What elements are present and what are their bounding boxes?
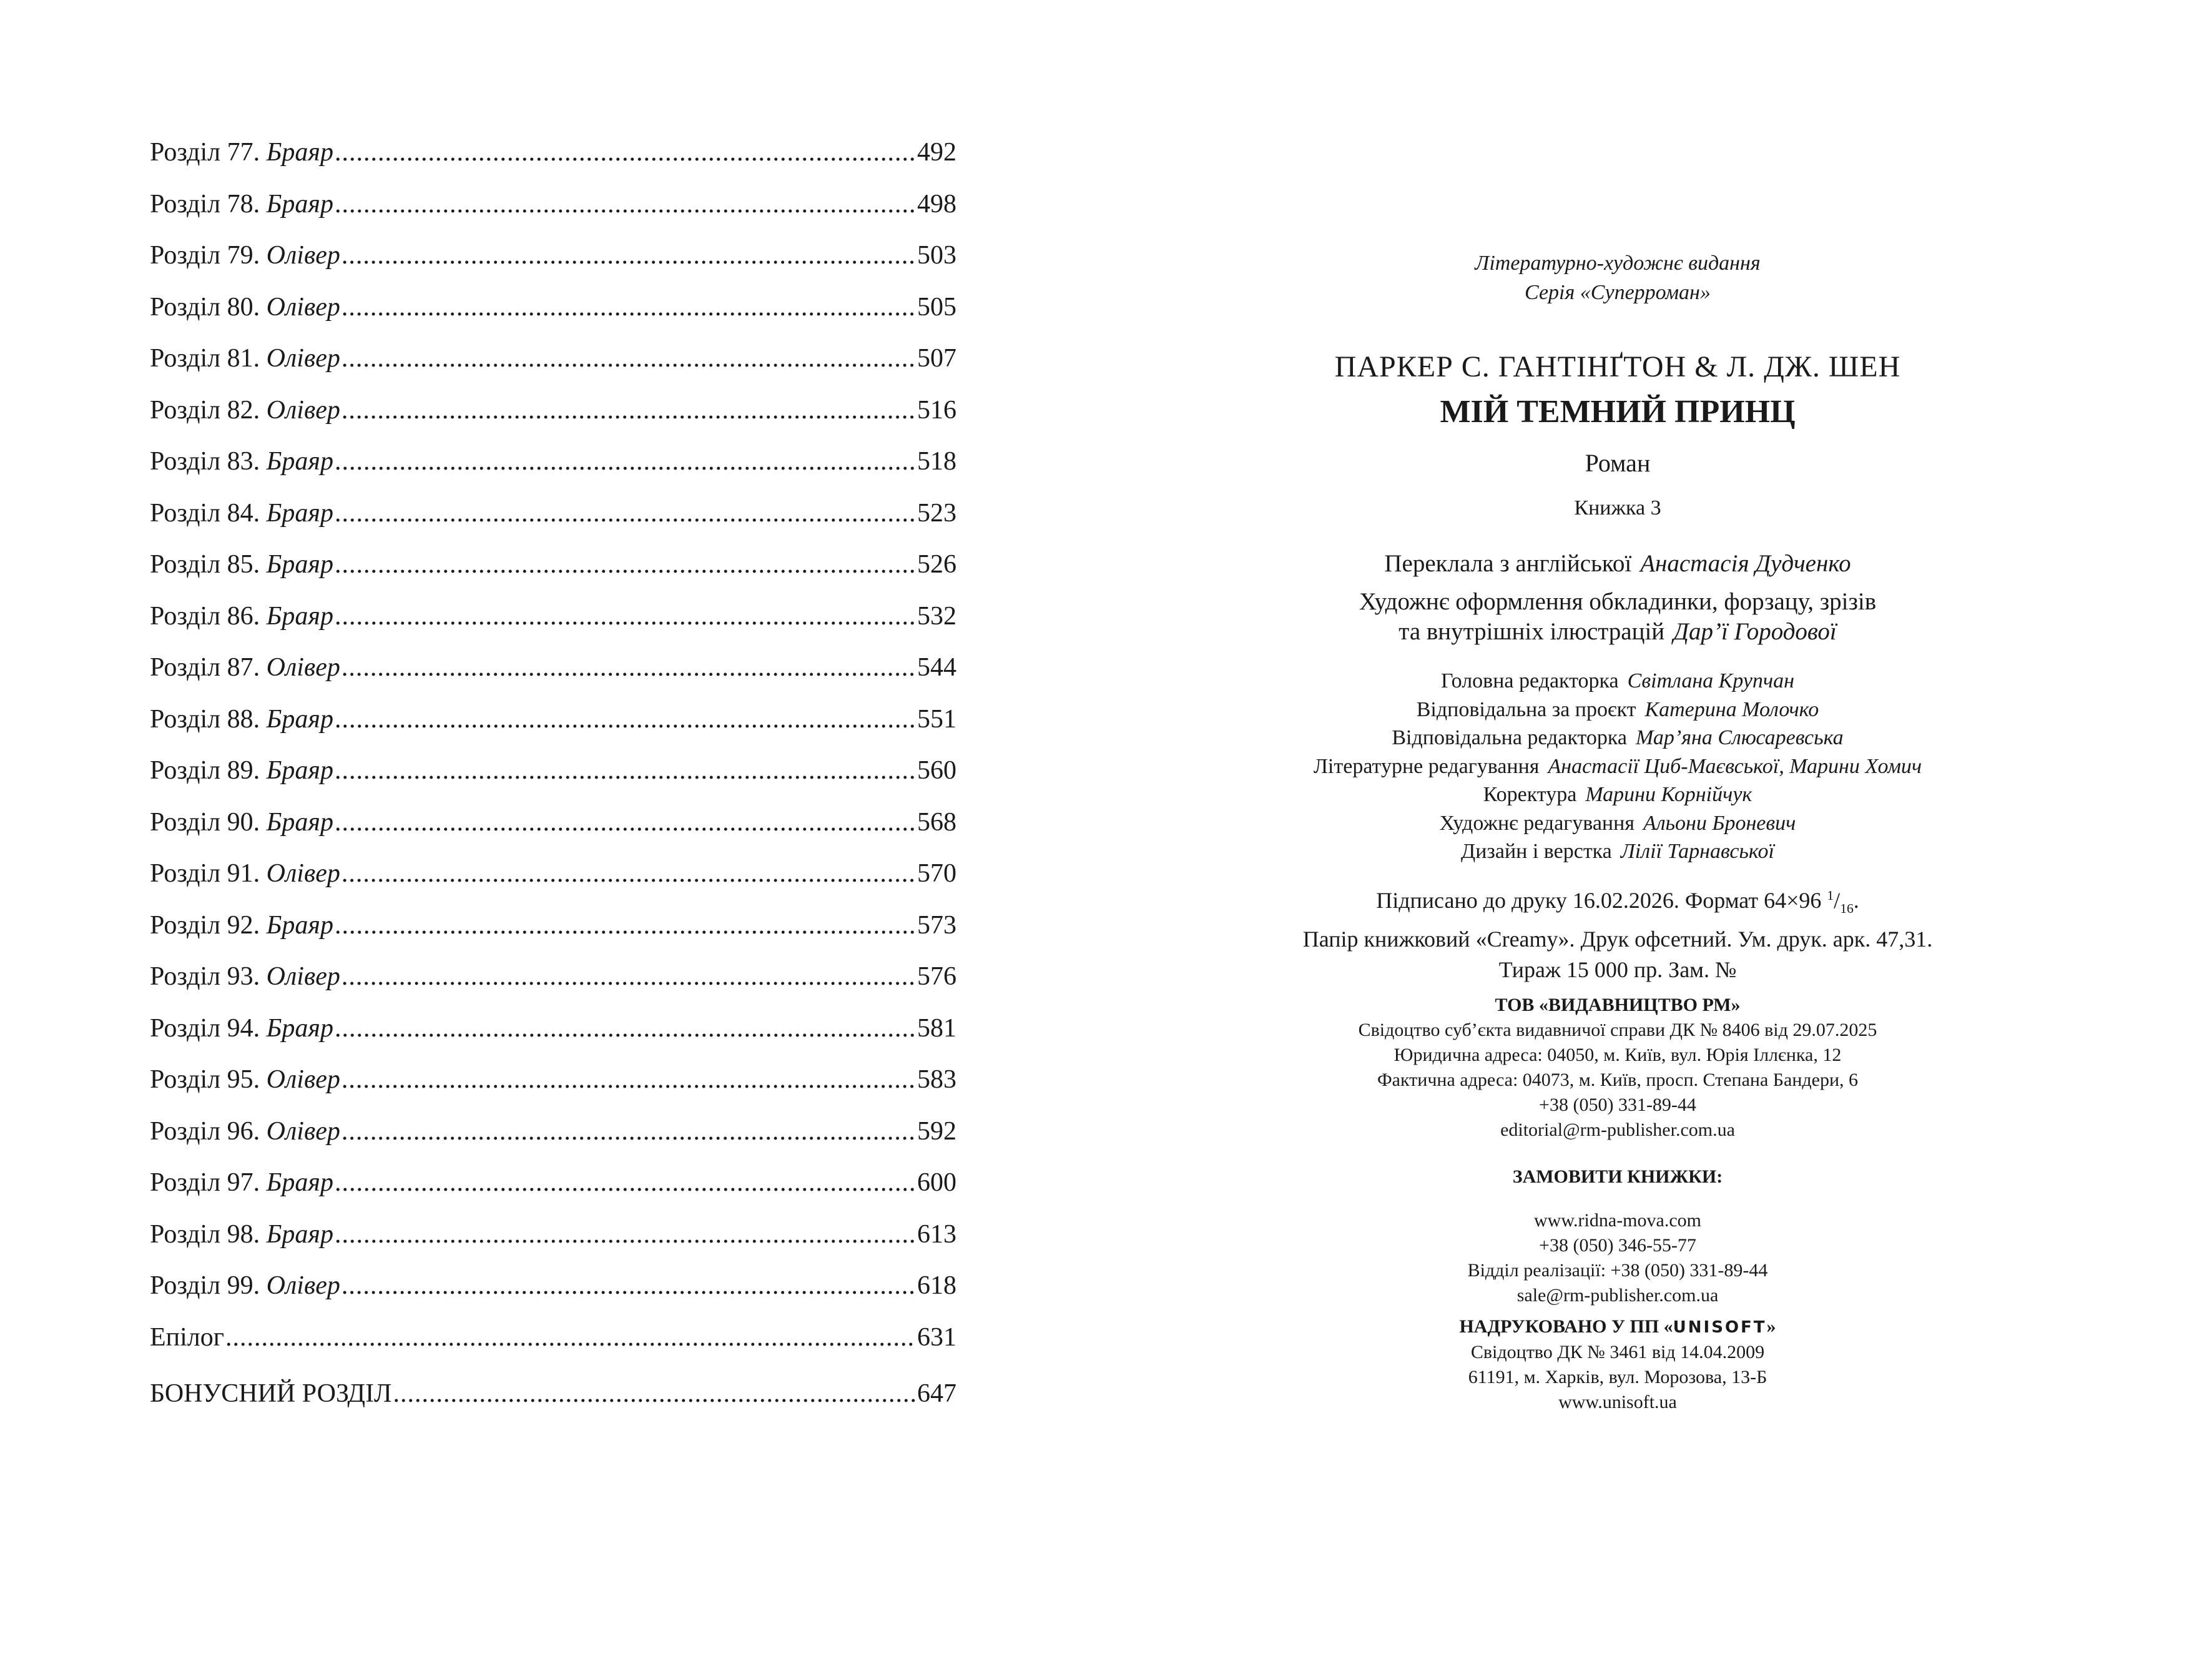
toc-entry-title (150, 1379, 392, 1409)
toc-entry (150, 1116, 956, 1168)
toc-chapter-label: Розділ 86. (150, 601, 260, 631)
toc-dot-leader (335, 1168, 916, 1198)
toc-dot-leader (342, 1271, 916, 1301)
publisher-phone: +38 (050) 331-89-44 (1539, 1095, 1696, 1115)
toc-narrator: Браяр (266, 138, 333, 167)
staff-role: Головна редакторка (1441, 669, 1619, 692)
toc-chapter-label: Розділ 87. (150, 653, 260, 682)
toc-dot-leader (335, 910, 916, 940)
toc-entry-title (150, 1322, 224, 1352)
toc-dot-leader (335, 1219, 916, 1249)
printer-name (1187, 1314, 2048, 1340)
toc-page-number: 518 (917, 447, 956, 476)
format-fraction-numerator: 1 (1827, 888, 1834, 903)
toc-dot-leader (335, 549, 916, 579)
toc-entry (150, 601, 956, 653)
toc-narrator: Браяр (266, 910, 333, 940)
toc-entry (150, 704, 956, 756)
staff-name: Альони Броневич (1643, 811, 1796, 835)
print-specifications: Підписано до друку 16.02.2026. Формат 64×96 $^1/_{16}$. Папір книжковий «Creamy». Друк офсетний. Ум. друк. арк. 47,31. Тираж 15 000 пр. Зам. № (1187, 880, 2048, 985)
toc-narrator: Олівер (266, 1116, 340, 1146)
order-sales: Відділ реалізації: +38 (050) 331-89-44 (1467, 1260, 1768, 1281)
translator-role: Переклала з англійської (1384, 550, 1632, 577)
print-specs-line2: Папір книжковий «Creamy». Друк офсетний. Ум. друк. арк. 47,31. (1302, 927, 1933, 952)
toc-entry-title (150, 1013, 333, 1043)
design-role-line1: Художнє оформлення обкладинки, форзацу, зрізів (1359, 588, 1877, 615)
toc-narrator: Олівер (266, 653, 340, 682)
toc-page-number: 592 (917, 1116, 956, 1146)
toc-page-number: 647 (917, 1379, 956, 1408)
staff-role: Дизайн і верстка (1461, 840, 1612, 863)
toc-chapter-label: Розділ 77. (150, 138, 260, 167)
toc-entry (150, 652, 956, 704)
toc-entry-title (150, 756, 333, 785)
toc-dot-leader (342, 652, 916, 682)
toc-chapter-label: Розділ 99. (150, 1271, 260, 1300)
order-heading: ЗАМОВИТИ КНИЖКИ: (1512, 1166, 1723, 1187)
toc-entry (150, 807, 956, 859)
toc-page-number: 570 (917, 859, 956, 888)
toc-dot-leader (342, 292, 916, 322)
toc-page-number: 551 (917, 704, 956, 734)
design-credit (1187, 587, 2048, 647)
toc-chapter-label: Розділ 82. (150, 395, 260, 425)
toc-entry (150, 910, 956, 962)
book-number: Книжка 3 (1574, 496, 1661, 519)
toc-narrator: Олівер (266, 241, 340, 270)
order-website: www.ridna-mova.com (1534, 1210, 1701, 1231)
publisher-actual-address: Фактична адреса: 04073, м. Київ, просп. Степана Бандери, 6 (1377, 1070, 1859, 1090)
toc-entry (150, 859, 956, 910)
toc-dot-leader (342, 240, 916, 270)
designer-name: Дар’ї Городової (1673, 618, 1837, 645)
printer-suffix: » (1766, 1316, 1776, 1337)
toc-page-number: 573 (917, 910, 956, 940)
toc-page-number: 613 (917, 1219, 956, 1249)
toc-page-number: 507 (917, 344, 956, 373)
toc-dot-leader (335, 446, 916, 476)
toc-page-number: 526 (917, 550, 956, 579)
toc-narrator: Браяр (266, 550, 333, 579)
staff-name: Мар’яна Слюсаревська (1636, 726, 1844, 749)
right-page (1106, 0, 2212, 1659)
format-fraction-denominator: 16 (1840, 901, 1854, 917)
staff-role: Коректура (1483, 783, 1577, 806)
toc-narrator: Браяр (266, 1013, 333, 1043)
toc-page-number: 568 (917, 807, 956, 837)
toc-dot-leader (335, 601, 916, 631)
toc-narrator: Браяр (266, 1219, 333, 1249)
staff-credits (1187, 667, 2048, 866)
toc-entry-title (150, 137, 333, 167)
toc-entry (150, 1219, 956, 1271)
toc-entry (150, 446, 956, 498)
printer-certificate: Свідоцтво ДК № 3461 від 14.04.2009 (1470, 1342, 1765, 1362)
toc-entry-title (150, 962, 340, 992)
toc-entry (150, 1168, 956, 1219)
publisher-name: ТОВ «ВИДАВНИЦТВО РМ» (1495, 995, 1741, 1015)
toc-page-number: 544 (917, 653, 956, 682)
toc-chapter-label: Розділ 98. (150, 1219, 260, 1249)
toc-page-number: 618 (917, 1271, 956, 1300)
toc-entry-title (150, 601, 333, 631)
toc-chapter-label: Розділ 83. (150, 447, 260, 476)
toc-chapter-label: Розділ 88. (150, 704, 260, 734)
toc-entry-title (150, 1219, 333, 1249)
toc-chapter-label: Розділ 91. (150, 859, 260, 888)
toc-chapter-label: Розділ 93. (150, 962, 260, 991)
format-fraction-tail: . (1853, 888, 1859, 913)
toc-entry (150, 549, 956, 601)
toc-entry (150, 756, 956, 807)
staff-credit (1187, 724, 2048, 752)
toc-entry-title (150, 292, 340, 322)
toc-page-number: 498 (917, 189, 956, 219)
toc-dot-leader (342, 962, 916, 992)
toc-entry-title (150, 807, 333, 837)
toc-entry (150, 395, 956, 447)
toc-entry-title (150, 1065, 340, 1095)
toc-narrator: Олівер (266, 1065, 340, 1094)
toc-narrator: Браяр (266, 601, 333, 631)
toc-entry (150, 1065, 956, 1116)
toc-entry-title (150, 549, 333, 579)
toc-dot-leader (335, 137, 916, 167)
toc-entry (150, 1322, 956, 1374)
staff-credit (1187, 752, 2048, 781)
toc-entry (150, 292, 956, 344)
staff-role: Відповідальна за проєкт (1416, 697, 1636, 721)
toc-narrator: Браяр (266, 704, 333, 734)
toc-dot-leader (393, 1379, 916, 1409)
toc-entry (150, 962, 956, 1013)
toc-page-number: 523 (917, 498, 956, 528)
translator-name: Анастасія Дудченко (1640, 550, 1851, 577)
toc-page-number: 600 (917, 1168, 956, 1197)
staff-credit (1187, 809, 2048, 838)
publisher-email: editorial@rm-publisher.com.ua (1500, 1120, 1735, 1140)
order-phone: +38 (050) 346-55-77 (1539, 1235, 1696, 1256)
toc-chapter-label: Розділ 97. (150, 1168, 260, 1197)
toc-entry-title (150, 859, 340, 889)
toc-chapter-label: БОНУСНИЙ РОЗДІЛ (150, 1379, 392, 1408)
toc-entry-title (150, 343, 340, 373)
printer-website: www.unisoft.ua (1558, 1392, 1677, 1412)
publisher-block (1187, 993, 2048, 1143)
table-of-contents (150, 137, 956, 1430)
toc-narrator: Браяр (266, 189, 333, 219)
toc-narrator: Олівер (266, 292, 340, 322)
toc-narrator: Браяр (266, 756, 333, 785)
printer-block (1187, 1314, 2048, 1415)
printer-address: 61191, м. Харків, вул. Морозова, 13-Б (1468, 1367, 1767, 1387)
design-role-line2: та внутрішніх ілюстрацій (1398, 618, 1665, 645)
genre: Роман (1585, 449, 1651, 477)
print-specs-line1: Підписано до друку 16.02.2026. Формат 64×96 (1376, 888, 1822, 913)
staff-name: Світлана Крупчан (1627, 669, 1794, 692)
toc-dot-leader (342, 343, 916, 373)
toc-dot-leader (335, 1013, 916, 1043)
toc-dot-leader (342, 859, 916, 889)
toc-page-number: 503 (917, 241, 956, 270)
toc-chapter-label: Розділ 94. (150, 1013, 260, 1043)
toc-chapter-label: Розділ 79. (150, 241, 260, 270)
staff-credit (1187, 780, 2048, 809)
toc-page-number: 631 (917, 1322, 956, 1352)
series-block (1187, 249, 2048, 307)
toc-entry (150, 343, 956, 395)
toc-dot-leader (225, 1322, 916, 1352)
toc-chapter-label: Розділ 85. (150, 550, 260, 579)
toc-chapter-label: Розділ 84. (150, 498, 260, 528)
toc-narrator: Олівер (266, 344, 340, 373)
toc-entry (150, 240, 956, 292)
toc-chapter-label: Розділ 95. (150, 1065, 260, 1094)
toc-narrator: Браяр (266, 807, 333, 837)
toc-page-number: 583 (917, 1065, 956, 1094)
staff-role: Художнє редагування (1439, 811, 1634, 835)
printer-prefix: НАДРУКОВАНО У ПП « (1459, 1316, 1673, 1337)
toc-entry (150, 1379, 956, 1430)
authors: ПАРКЕР С. ГАНТІНҐТОН & Л. ДЖ. ШЕН (1334, 350, 1901, 383)
publisher-certificate: Свідоцтво суб’єкта видавничої справи ДК № 8406 від 29.07.2025 (1358, 1020, 1877, 1040)
toc-chapter-label: Розділ 78. (150, 189, 260, 219)
staff-role: Відповідальна редакторка (1392, 726, 1628, 749)
toc-page-number: 576 (917, 962, 956, 991)
staff-credit (1187, 837, 2048, 866)
print-specs-line3: Тираж 15 000 пр. Зам. № (1498, 957, 1737, 983)
staff-name: Лілії Тарнавської (1620, 840, 1774, 863)
toc-narrator: Олівер (266, 962, 340, 991)
toc-narrator: Олівер (266, 859, 340, 888)
printer-brand-logo: UNISOFT (1673, 1318, 1767, 1337)
toc-entry (150, 137, 956, 189)
toc-dot-leader (335, 498, 916, 528)
toc-page-number: 532 (917, 601, 956, 631)
toc-page-number: 581 (917, 1013, 956, 1043)
toc-dot-leader (342, 1065, 916, 1095)
toc-entry-title (150, 1168, 333, 1198)
translator-credit (1187, 549, 2048, 578)
toc-page-number: 560 (917, 756, 956, 785)
staff-credit (1187, 667, 2048, 696)
toc-page-number: 516 (917, 395, 956, 425)
order-email: sale@rm-publisher.com.ua (1516, 1285, 1719, 1306)
toc-entry-title (150, 1116, 340, 1146)
toc-entry (150, 498, 956, 550)
toc-narrator: Браяр (266, 447, 333, 476)
toc-entry-title (150, 189, 333, 219)
toc-narrator: Олівер (266, 1271, 340, 1300)
toc-page-number: 492 (917, 138, 956, 167)
toc-entry-title (150, 910, 333, 940)
toc-dot-leader (335, 704, 916, 734)
toc-entry-title (150, 446, 333, 476)
toc-dot-leader (342, 395, 916, 425)
toc-entry-title (150, 240, 340, 270)
edition-type: Літературно-художнє видання (1475, 252, 1761, 275)
staff-name: Марини Корнійчук (1585, 783, 1752, 806)
toc-entry-title (150, 652, 340, 682)
toc-entry-title (150, 1271, 340, 1301)
publisher-legal-address: Юридична адреса: 04050, м. Київ, вул. Юрія Іллєнка, 12 (1394, 1045, 1842, 1065)
staff-name: Анастасії Циб-Маєвської, Марини Хомич (1548, 754, 1922, 778)
staff-role: Літературне редагування (1313, 754, 1540, 778)
toc-narrator: Браяр (266, 498, 333, 528)
toc-chapter-label: Розділ 96. (150, 1116, 260, 1146)
toc-narrator: Браяр (266, 1168, 333, 1197)
toc-page-number: 505 (917, 292, 956, 322)
toc-chapter-label: Розділ 89. (150, 756, 260, 785)
toc-chapter-label: Розділ 90. (150, 807, 260, 837)
order-block (1187, 1164, 2048, 1308)
toc-entry-title (150, 395, 340, 425)
series-name: Серія «Суперроман» (1525, 281, 1711, 304)
book-title: МІЙ ТЕМНИЙ ПРИНЦ (1440, 394, 1796, 430)
toc-entry-title (150, 704, 333, 734)
toc-chapter-label: Епілог (150, 1322, 224, 1352)
toc-dot-leader (342, 1116, 916, 1146)
toc-entry (150, 189, 956, 241)
toc-chapter-label: Розділ 80. (150, 292, 260, 322)
toc-entry (150, 1271, 956, 1322)
staff-credit (1187, 696, 2048, 724)
toc-dot-leader (335, 807, 916, 837)
toc-entry-title (150, 498, 333, 528)
toc-narrator: Олівер (266, 395, 340, 425)
staff-name: Катерина Молочко (1644, 697, 1819, 721)
toc-dot-leader (335, 756, 916, 785)
toc-chapter-label: Розділ 81. (150, 344, 260, 373)
toc-entry (150, 1013, 956, 1065)
toc-dot-leader (335, 189, 916, 219)
toc-chapter-label: Розділ 92. (150, 910, 260, 940)
